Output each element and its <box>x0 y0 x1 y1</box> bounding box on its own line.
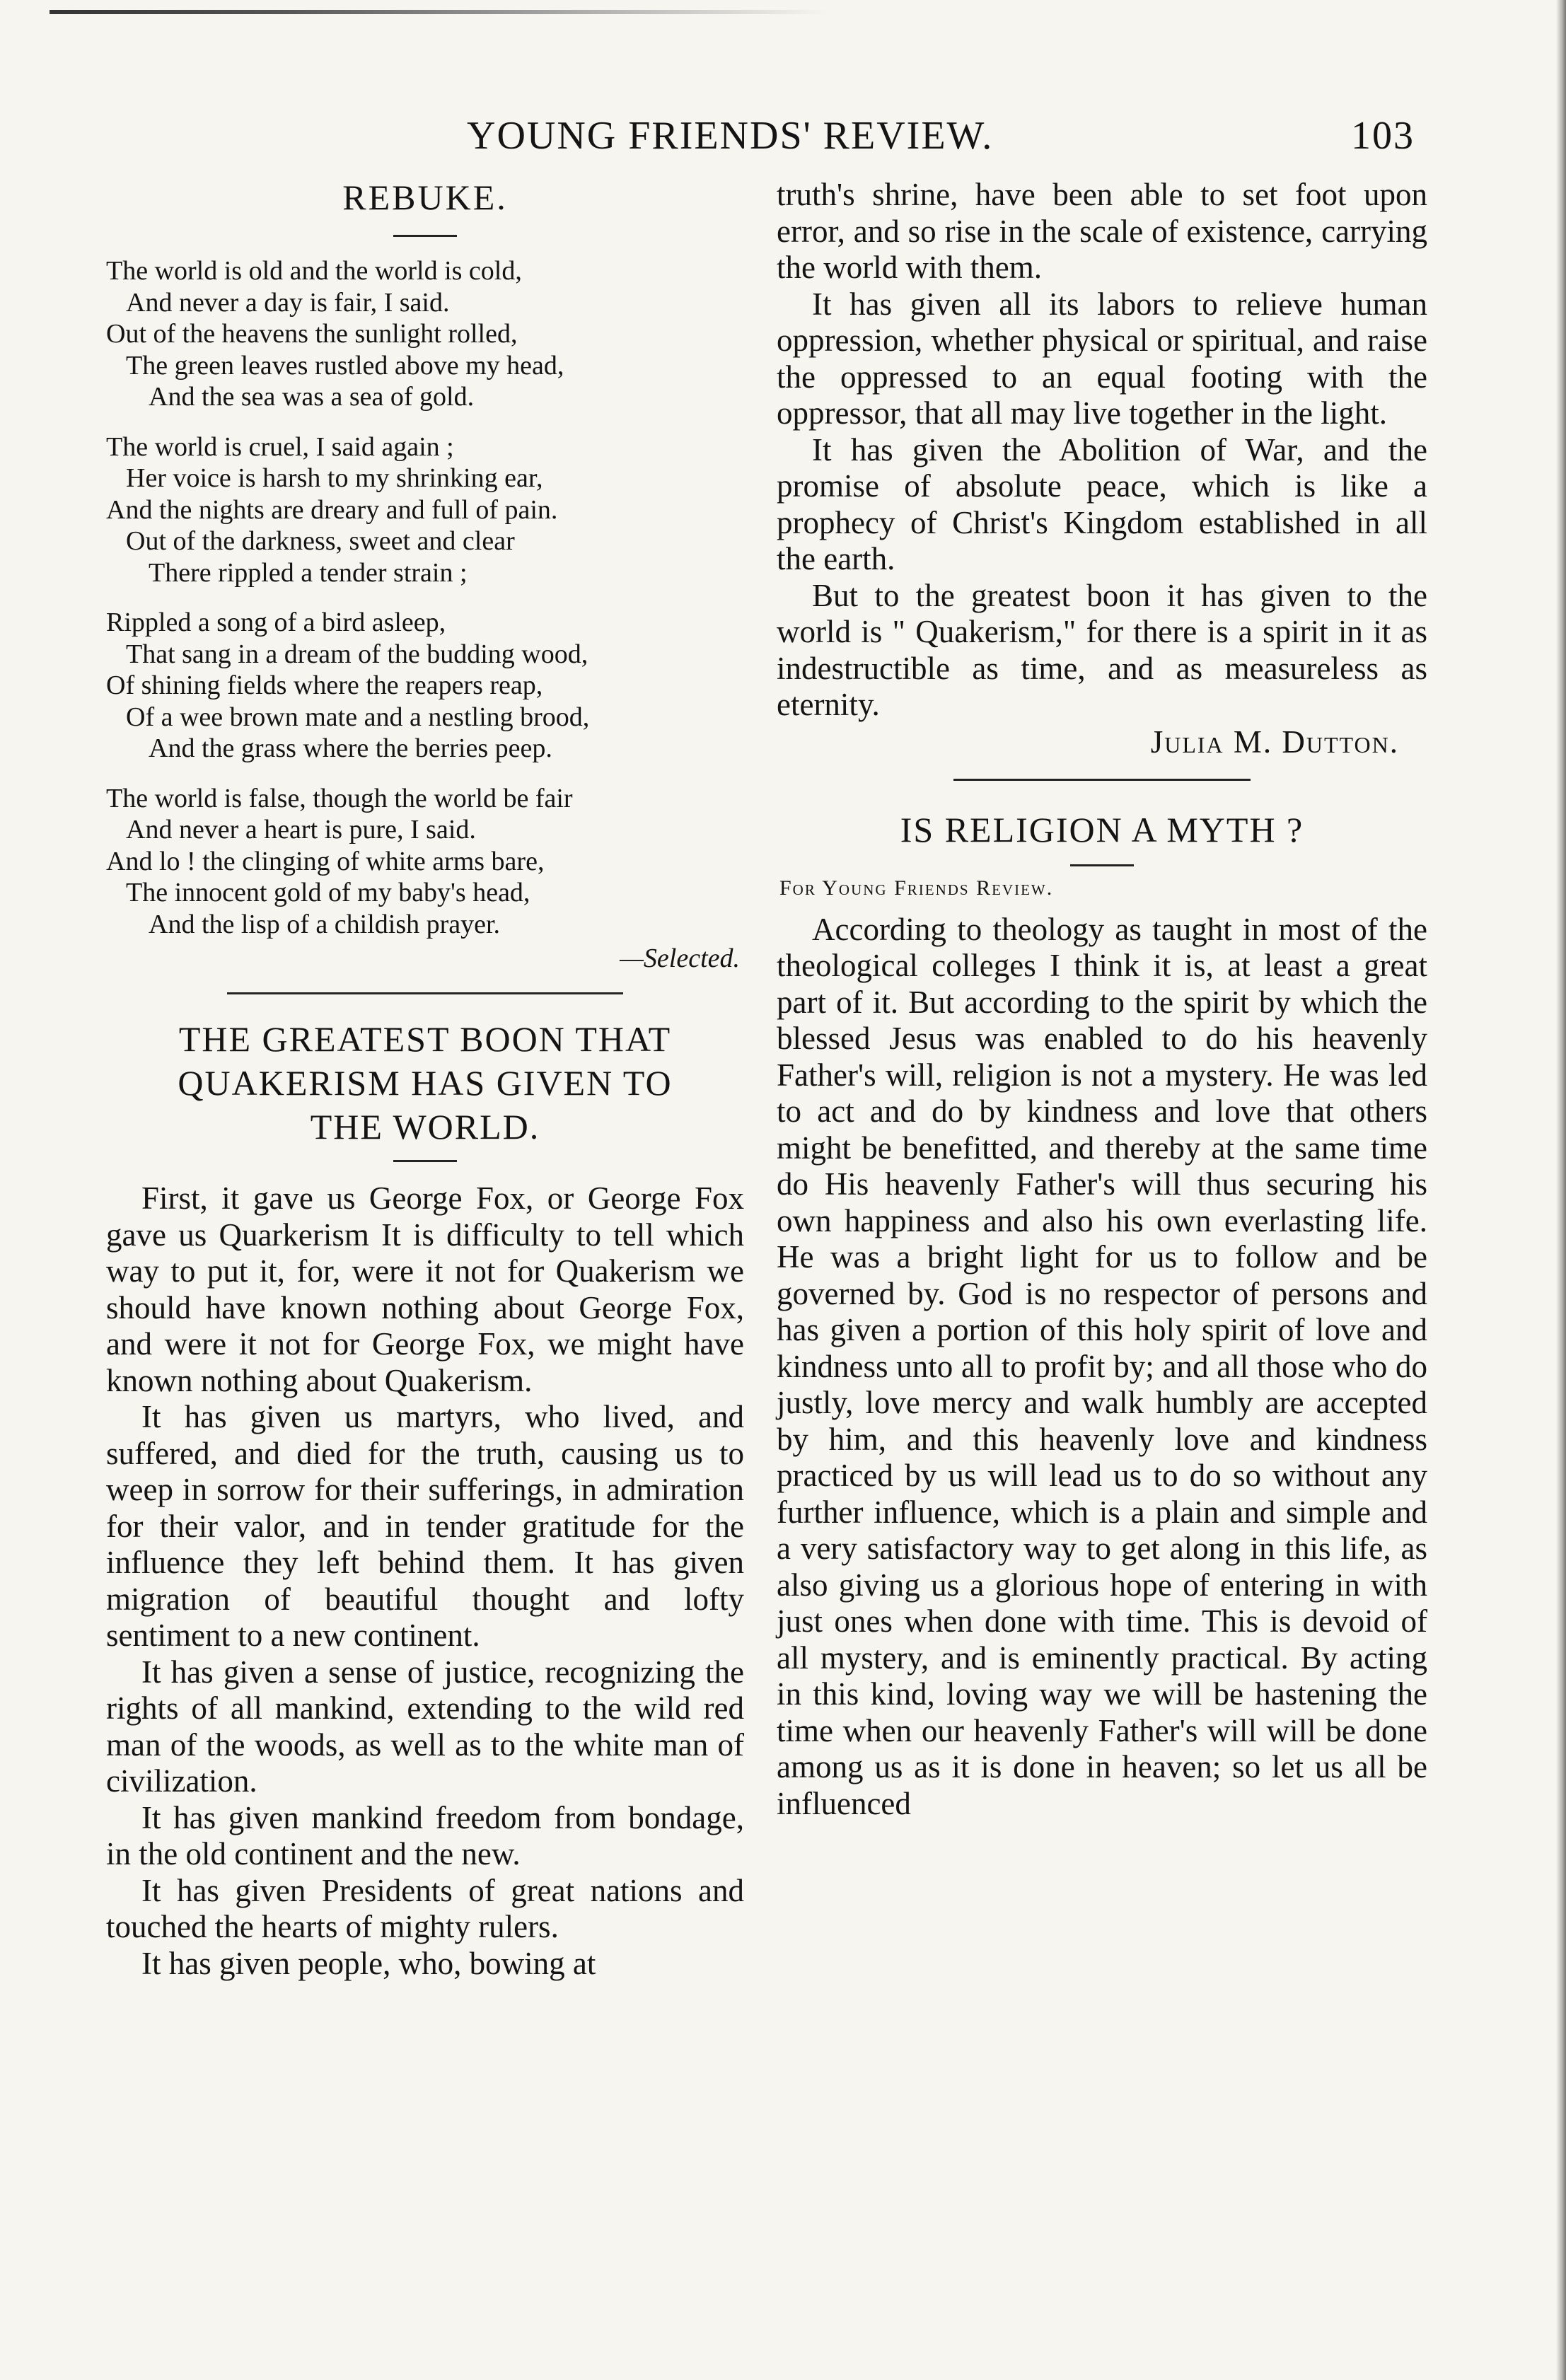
poem-line: There rippled a tender strain ; <box>149 557 468 588</box>
paragraph: According to theology as taught in most of the theological colleges I think it is, at least a great part of it. But according to the spirit by which the blessed Jesus was enabled to do his heavenly Father's will, religion is not a mystery. He was led to act and do by kindness and love that others might be benefitted, and thereby at the same time do His heavenly Father's will thus securing his own happiness and also his own everlasting life. He was a bright light for us to follow and be governed by. God is no respector of persons and has given a portion of this holy spirit of love and kindness unto all to profit by; and all those who do justly, love mercy and walk humbly are accepted by him, and this heavenly love and kindness practiced by us will lead us to do so without any further influence, which is a plain and simple and a very satisfactory way to get along in this life, as also giving us a glorious hope of entering in with just ones when done with time. This is devoid of all mystery, and is eminently practical. By acting in this kind, loving way we will be hastening the time when our heavenly Father's will will be done among us as it is done in heaven; so let us all be influenced <box>777 911 1427 1821</box>
paragraph: It has given the Abolition of War, and the promise of absolute peace, which is like a prophecy of Christ's Kingdom established in all the earth. <box>777 431 1427 576</box>
poem-title: REBUKE. <box>342 178 508 217</box>
poem-line: The green leaves rustled above my head, <box>126 350 564 381</box>
scan-edge-mark <box>50 10 828 14</box>
right-column <box>777 177 1427 1822</box>
article-title: IS RELIGION A MYTH ? <box>900 809 1304 849</box>
poem-line: The innocent gold of my baby's head, <box>126 878 530 907</box>
paragraph: It has given people, who, bowing at <box>141 1945 596 1981</box>
article-title <box>106 1017 744 1149</box>
poem <box>106 255 744 940</box>
article-title-line: THE GREATEST BOON THAT <box>178 1019 672 1059</box>
article-body <box>777 912 1427 1823</box>
poem-line: And never a heart is pure, I said. <box>126 815 476 844</box>
paragraph: It has given a sense of justice, recognizing the rights of all mankind, extending to the wild red man of the woods, as well as to the white man of civilization. <box>106 1654 744 1799</box>
paragraph: But to the greatest boon it has given to the world is " Quakerism," for there is a spirit in it as indestructible as time, and as measureless as eternity. <box>777 577 1427 722</box>
poem-line: That sang in a dream of the budding wood, <box>126 639 588 669</box>
poem-line: Of a wee brown mate and a nestling brood, <box>126 702 590 732</box>
divider <box>227 992 623 994</box>
article-title-line: QUAKERISM HAS GIVEN TO <box>178 1063 673 1103</box>
poem-stanza <box>106 783 744 941</box>
page-edge-shadow <box>1556 0 1566 2380</box>
poem-line: Out of the darkness, sweet and clear <box>126 526 515 556</box>
paragraph: truth's shrine, have been able to set foot upon error, and so rise in the scale of existence, carrying the world with them. <box>777 177 1427 285</box>
poem-stanza <box>106 431 744 589</box>
poem-line: And the grass where the berries peep. <box>149 733 552 763</box>
poem-line: Her voice is harsh to my shrinking ear, <box>126 463 543 493</box>
running-header <box>113 113 1415 170</box>
poem-line: And the sea was a sea of gold. <box>149 382 475 412</box>
article-body-right <box>777 177 1427 724</box>
divider <box>393 1160 457 1162</box>
byline: For Young Friends Review. <box>779 876 1054 900</box>
paragraph: It has given us martyrs, who lived, and suffered, and died for the truth, causing us to weep in sorrow for their sufferings, in admiration for their valor, and in tender gratitude for the influence they left behind them. It has given migration of beautiful thought and lofty sentiment to a new continent. <box>106 1399 744 1653</box>
author-signature: Julia M. Dutton. <box>1150 724 1399 760</box>
left-column <box>106 177 744 1982</box>
poem-stanza <box>106 255 744 413</box>
poem-line: And the lisp of a childish prayer. <box>149 909 501 939</box>
poem-line: And the nights are dreary and full of pain. <box>106 494 558 525</box>
divider <box>1070 864 1134 866</box>
poem-line: And lo ! the clinging of white arms bare, <box>106 846 545 876</box>
poem-line: Of shining fields where the reapers reap, <box>106 671 543 700</box>
poem-line: The world is false, though the world be fair <box>106 783 573 813</box>
page-number: 103 <box>1351 114 1415 158</box>
poem-line: The world is cruel, I said again ; <box>106 431 454 462</box>
article-title-line: THE WORLD. <box>310 1107 540 1147</box>
article-body-left <box>106 1180 744 1982</box>
paragraph: It has given mankind freedom from bondage, in the old continent and the new. <box>106 1799 744 1871</box>
divider <box>393 235 457 237</box>
journal-title: YOUNG FRIENDS' REVIEW. <box>467 114 994 158</box>
divider <box>953 779 1251 781</box>
poem-line: Out of the heavens the sunlight rolled, <box>106 319 518 349</box>
poem-line: The world is old and the world is cold, <box>106 256 522 286</box>
poem-line: And never a day is fair, I said. <box>126 287 450 318</box>
paragraph: First, it gave us George Fox, or George Fox gave us Quarkerism It is difficulty to tell which way to put it, for, were it not for Quakerism we should have known nothing about George Fox, and were it not for George Fox, we might have known nothing about Quakerism. <box>106 1180 744 1398</box>
paragraph: It has given all its labors to relieve human oppression, whether physical or spiritual, and raise the oppressed to an equal footing with the oppressor, that all may live together in the light. <box>777 286 1427 431</box>
paragraph: It has given Presidents of great nations and touched the hearts of mighty rulers. <box>106 1872 744 1944</box>
poem-attribution: —Selected. <box>620 944 740 973</box>
poem-line: Rippled a song of a bird asleep, <box>106 608 446 637</box>
poem-stanza <box>106 607 744 765</box>
